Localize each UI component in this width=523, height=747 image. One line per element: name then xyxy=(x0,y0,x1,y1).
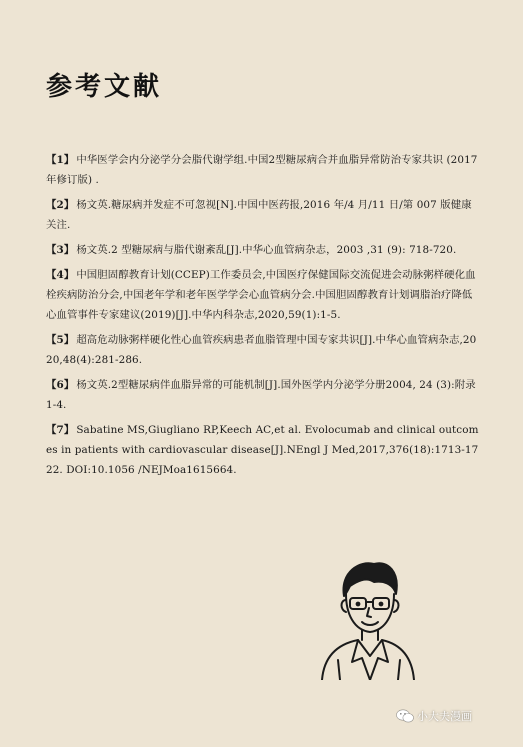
reference-text: 中华医学会内分泌学分会脂代谢学组.中国2型糖尿病合并血脂异常防治专家共识 (2017年修订版) . xyxy=(46,154,478,186)
reference-text: 杨文英.糖尿病并发症不可忽视[N].中国中医药报,2016 年/4 月/11 日/第 007 版健康关注. xyxy=(46,199,472,231)
doctor-illustration-icon xyxy=(316,556,418,680)
reference-text: 杨文英.2型糖尿病伴血脂异常的可能机制[J].国外医学内分泌学分册2004, 24 (3):附录1-4. xyxy=(46,379,476,411)
reference-text: Sabatine MS,Giugliano RP,Keech AC,et al. Evolocumab and clinical outcomes in patients with cardiovascular disease[J].NEngl J Med,2017,376(18):1713-1722. DOI:10.1056 /NEJMoa1615664. xyxy=(46,424,479,476)
reference-item-3 xyxy=(46,240,482,260)
page-title: 参考文献 xyxy=(46,72,163,102)
reference-number: 【1】 xyxy=(46,154,75,166)
reference-text: 杨文英.2 型糖尿病与脂代谢紊乱[J].中华心血管病杂志，2003 ,31 (9): 718-720. xyxy=(76,244,457,256)
reference-item-7 xyxy=(46,420,482,480)
reference-list xyxy=(46,150,482,485)
reference-item-2 xyxy=(46,195,482,235)
reference-number: 【6】 xyxy=(46,379,75,391)
reference-item-4 xyxy=(46,265,482,325)
reference-number: 【4】 xyxy=(46,269,75,281)
reference-item-6 xyxy=(46,375,482,415)
reference-number: 【7】 xyxy=(46,424,75,436)
reference-number: 【5】 xyxy=(46,334,75,346)
watermark-text: 小大夫漫画 xyxy=(417,710,472,723)
reference-text: 中国胆固醇教育计划(CCEP)工作委员会,中国医疗保健国际交流促进会动脉粥样硬化血栓疾病防治分会,中国老年学和老年医学学会心血管病分会.中国胆固醇教育计划调脂治疗降低心血管事件专家建议(2019)[J].中华内科杂志,2020,59(1):1-5. xyxy=(46,269,476,321)
reference-text: 超高危动脉粥样硬化性心血管疾病患者血脂管理中国专家共识[J].中华心血管病杂志,2020,48(4):281-286. xyxy=(46,334,477,366)
watermark xyxy=(396,708,472,724)
reference-item-5 xyxy=(46,330,482,370)
wechat-icon xyxy=(396,709,414,723)
reference-number: 【2】 xyxy=(46,199,75,211)
reference-item-1 xyxy=(46,150,482,190)
reference-number: 【3】 xyxy=(46,244,75,256)
